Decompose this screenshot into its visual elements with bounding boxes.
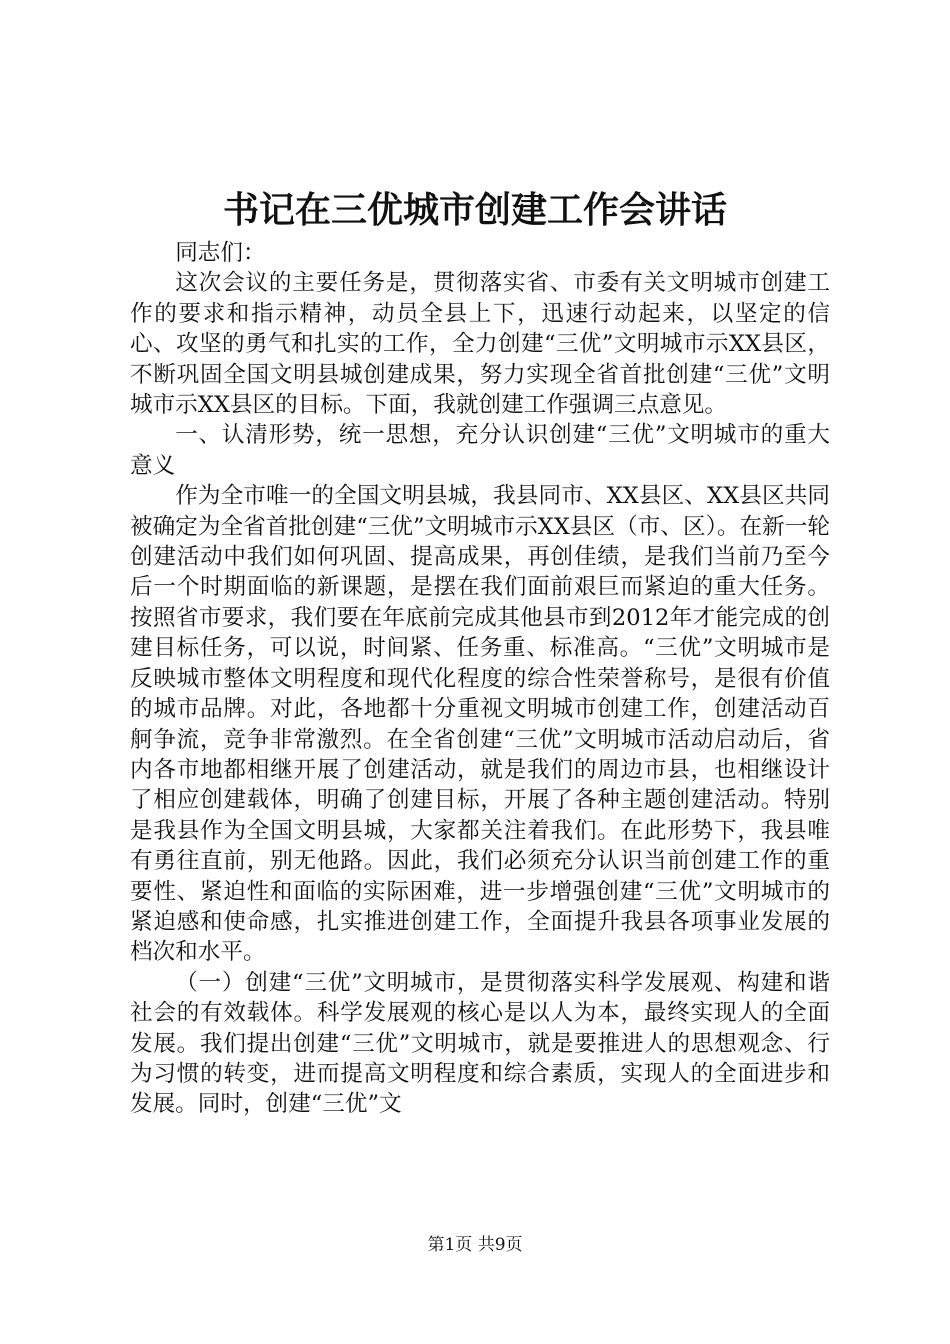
- page-number-footer: 第1页 共9页: [427, 1235, 523, 1255]
- body-paragraph: （一）创建“三优”文明城市，是贯彻落实科学发展观、构建和谐社会的有效载体。科学发展观的核心是以人为本，最终实现人的全面发展。我们提出创建“三优”文明城市，就是要推进人的思想观念、行为习惯的转变，进而提高文明程度和综合素质，实现人的全面进步和发展。同时，创建“三优”文: [130, 969, 830, 1118]
- section-heading: 一、认清形势，统一思想，充分认识创建“三优”文明城市的重大意义: [130, 422, 830, 479]
- body-paragraph: 这次会议的主要任务是，贯彻落实省、市委有关文明城市创建工作的要求和指示精神，动员全县上下，迅速行动起来，以坚定的信心、攻坚的勇气和扎实的工作，全力创建“三优”文明城市示XX县区，不断巩固全国文明县城创建成果，努力实现全省首批创建“三优”文明城市示XX县区的目标。下面，我就创建工作强调三点意见。: [130, 270, 830, 419]
- document-body: [130, 238, 830, 1120]
- body-paragraph: 作为全市唯一的全国文明县城，我县同市、XX县区、XX县区共同被确定为全省首批创建“三优”文明城市示XX县区（市、区）。在新一轮创建活动中我们如何巩固、提高成果，再创佳绩，是我们当前乃至今后一个时期面临的新课题，是摆在我们面前艰巨而紧迫的重大任务。按照省市要求，我们要在年底前完成其他县市到2012年才能完成的创建目标任务，可以说，时间紧、任务重、标准高。“三优”文明城市是反映城市整体文明程度和现代化程度的综合性荣誉称号，是很有价值的城市品牌。对此，各地都十分重视文明城市创建工作，创建活动百舸争流，竞争非常激烈。在全省创建“三优”文明城市活动启动后，省内各市地都相继开展了创建活动，就是我们的周边市县，也相继设计了相应创建载体，明确了创建目标，开展了各种主题创建活动。特别是我县作为全国文明县城，大家都关注着我们。在此形势下，我县唯有勇往直前，别无他路。因此，我们必须充分认识当前创建工作的重要性、紧迫性和面临的实际困难，进一步增强创建“三优”文明城市的紧迫感和使命感，扎实推进创建工作，全面提升我县各项事业发展的档次和水平。: [130, 483, 830, 966]
- document-title: 书记在三优城市创建工作会讲话: [222, 189, 727, 231]
- salutation-paragraph: 同志们：: [175, 240, 266, 266]
